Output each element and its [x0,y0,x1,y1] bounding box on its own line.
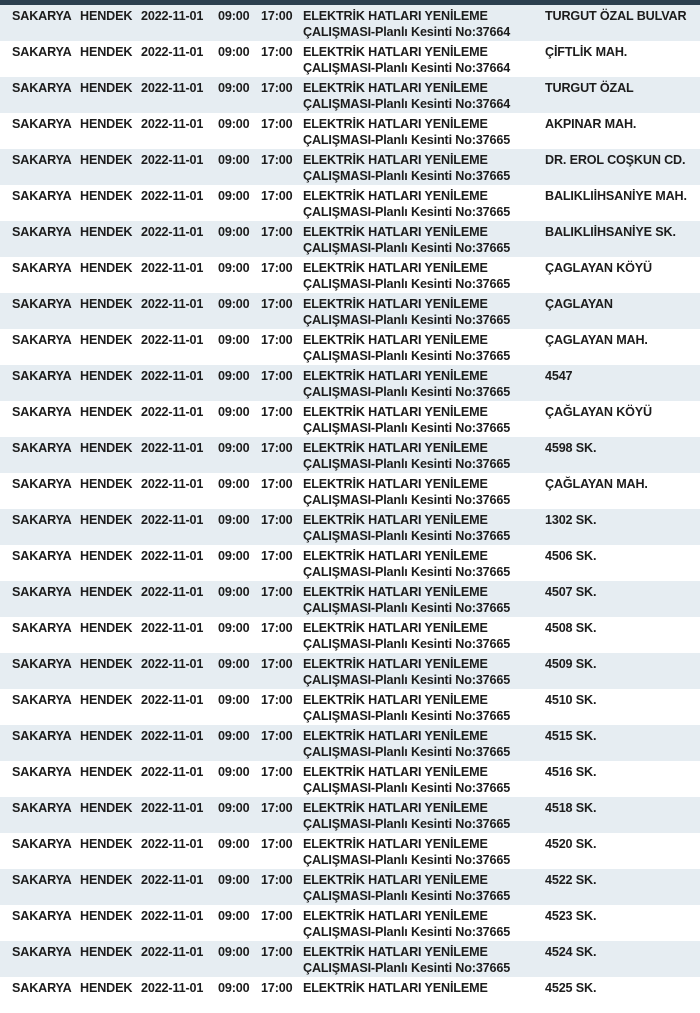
table-row [0,257,700,293]
city-cell: SAKARYA [12,909,72,923]
description-line-1: ELEKTRİK HATLARI YENİLEME [303,297,488,311]
table-row [0,41,700,77]
city-cell: SAKARYA [12,369,72,383]
area-cell: TURGUT ÖZAL BULVAR [545,9,687,23]
end-time-cell: 17:00 [261,81,293,95]
city-cell: SAKARYA [12,657,72,671]
date-cell: 2022-11-01 [141,837,204,851]
table-row [0,221,700,257]
city-cell: SAKARYA [12,693,72,707]
table-row [0,725,700,761]
description-line-1: ELEKTRİK HATLARI YENİLEME [303,909,488,923]
date-cell: 2022-11-01 [141,45,204,59]
date-cell: 2022-11-01 [141,9,204,23]
date-cell: 2022-11-01 [141,873,204,887]
description-line-1: ELEKTRİK HATLARI YENİLEME [303,333,488,347]
description-cell [303,584,539,616]
table-row [0,797,700,833]
table-row [0,473,700,509]
description-cell [303,548,539,580]
start-time-cell: 09:00 [218,405,250,419]
description-line-2: ÇALIŞMASI-Planlı Kesinti No:37665 [303,565,511,579]
description-line-1: ELEKTRİK HATLARI YENİLEME [303,729,488,743]
district-cell: HENDEK [80,549,133,563]
end-time-cell: 17:00 [261,945,293,959]
date-cell: 2022-11-01 [141,477,204,491]
district-cell: HENDEK [80,837,133,851]
end-time-cell: 17:00 [261,225,293,239]
description-cell [303,980,539,996]
table-row [0,329,700,365]
city-cell: SAKARYA [12,261,72,275]
area-cell: 4598 SK. [545,441,597,455]
description-cell [303,440,539,472]
description-line-2: ÇALIŞMASI-Planlı Kesinti No:37665 [303,601,511,615]
date-cell: 2022-11-01 [141,693,204,707]
description-cell [303,296,539,328]
area-cell: 4506 SK. [545,549,597,563]
description-cell [303,260,539,292]
area-cell: TURGUT ÖZAL [545,81,634,95]
table-row [0,365,700,401]
area-cell: 4524 SK. [545,945,597,959]
description-line-1: ELEKTRİK HATLARI YENİLEME [303,657,488,671]
description-line-1: ELEKTRİK HATLARI YENİLEME [303,189,488,203]
city-cell: SAKARYA [12,225,72,239]
city-cell: SAKARYA [12,981,72,995]
description-cell [303,476,539,508]
start-time-cell: 09:00 [218,801,250,815]
date-cell: 2022-11-01 [141,297,204,311]
district-cell: HENDEK [80,873,133,887]
description-cell [303,188,539,220]
description-line-2: ÇALIŞMASI-Planlı Kesinti No:37665 [303,169,511,183]
city-cell: SAKARYA [12,729,72,743]
city-cell: SAKARYA [12,297,72,311]
date-cell: 2022-11-01 [141,405,204,419]
end-time-cell: 17:00 [261,693,293,707]
end-time-cell: 17:00 [261,441,293,455]
description-line-1: ELEKTRİK HATLARI YENİLEME [303,117,488,131]
description-cell [303,404,539,436]
district-cell: HENDEK [80,441,133,455]
table-row [0,941,700,977]
end-time-cell: 17:00 [261,9,293,23]
start-time-cell: 09:00 [218,513,250,527]
description-line-2: ÇALIŞMASI-Planlı Kesinti No:37665 [303,493,511,507]
area-cell: ÇAGLAYAN KÖYÜ [545,261,652,275]
start-time-cell: 09:00 [218,873,250,887]
city-cell: SAKARYA [12,45,72,59]
city-cell: SAKARYA [12,873,72,887]
start-time-cell: 09:00 [218,369,250,383]
start-time-cell: 09:00 [218,981,250,995]
city-cell: SAKARYA [12,405,72,419]
description-line-1: ELEKTRİK HATLARI YENİLEME [303,873,488,887]
description-cell [303,872,539,904]
description-cell [303,116,539,148]
start-time-cell: 09:00 [218,45,250,59]
date-cell: 2022-11-01 [141,261,204,275]
table-row [0,293,700,329]
area-cell: ÇAĞLAYAN KÖYÜ [545,405,652,419]
description-line-1: ELEKTRİK HATLARI YENİLEME [303,405,488,419]
date-cell: 2022-11-01 [141,585,204,599]
description-line-1: ELEKTRİK HATLARI YENİLEME [303,945,488,959]
end-time-cell: 17:00 [261,369,293,383]
description-line-1: ELEKTRİK HATLARI YENİLEME [303,9,488,23]
city-cell: SAKARYA [12,81,72,95]
start-time-cell: 09:00 [218,945,250,959]
area-cell: 4523 SK. [545,909,597,923]
description-line-1: ELEKTRİK HATLARI YENİLEME [303,369,488,383]
district-cell: HENDEK [80,9,133,23]
district-cell: HENDEK [80,81,133,95]
start-time-cell: 09:00 [218,585,250,599]
description-line-2: ÇALIŞMASI-Planlı Kesinti No:37665 [303,241,511,255]
description-line-2: ÇALIŞMASI-Planlı Kesinti No:37665 [303,925,511,939]
date-cell: 2022-11-01 [141,945,204,959]
area-cell: 4507 SK. [545,585,597,599]
start-time-cell: 09:00 [218,189,250,203]
city-cell: SAKARYA [12,477,72,491]
area-cell: 4515 SK. [545,729,597,743]
table-row [0,113,700,149]
description-line-1: ELEKTRİK HATLARI YENİLEME [303,621,488,635]
district-cell: HENDEK [80,801,133,815]
description-line-2: ÇALIŞMASI-Planlı Kesinti No:37665 [303,385,511,399]
date-cell: 2022-11-01 [141,81,204,95]
description-cell [303,152,539,184]
district-cell: HENDEK [80,297,133,311]
description-cell [303,692,539,724]
table-row [0,437,700,473]
area-cell: 4516 SK. [545,765,597,779]
district-cell: HENDEK [80,261,133,275]
table-row [0,653,700,689]
description-cell [303,512,539,544]
end-time-cell: 17:00 [261,189,293,203]
description-line-2: ÇALIŞMASI-Planlı Kesinti No:37665 [303,133,511,147]
area-cell: 4520 SK. [545,837,597,851]
description-line-1: ELEKTRİK HATLARI YENİLEME [303,513,488,527]
end-time-cell: 17:00 [261,765,293,779]
date-cell: 2022-11-01 [141,225,204,239]
end-time-cell: 17:00 [261,621,293,635]
table-row [0,761,700,797]
start-time-cell: 09:00 [218,153,250,167]
table-row [0,905,700,941]
date-cell: 2022-11-01 [141,801,204,815]
end-time-cell: 17:00 [261,117,293,131]
description-line-2: ÇALIŞMASI-Planlı Kesinti No:37665 [303,349,511,363]
date-cell: 2022-11-01 [141,153,204,167]
date-cell: 2022-11-01 [141,369,204,383]
description-line-2: ÇALIŞMASI-Planlı Kesinti No:37664 [303,97,511,111]
description-line-2: ÇALIŞMASI-Planlı Kesinti No:37664 [303,61,511,75]
description-line-1: ELEKTRİK HATLARI YENİLEME [303,801,488,815]
table-row [0,149,700,185]
description-cell [303,224,539,256]
area-cell: ÇAGLAYAN MAH. [545,333,648,347]
description-line-1: ELEKTRİK HATLARI YENİLEME [303,441,488,455]
district-cell: HENDEK [80,477,133,491]
area-cell: 1302 SK. [545,513,597,527]
start-time-cell: 09:00 [218,549,250,563]
description-line-2: ÇALIŞMASI-Planlı Kesinti No:37665 [303,457,511,471]
end-time-cell: 17:00 [261,729,293,743]
description-line-2: ÇALIŞMASI-Planlı Kesinti No:37665 [303,961,511,975]
city-cell: SAKARYA [12,189,72,203]
district-cell: HENDEK [80,189,133,203]
description-cell [303,728,539,760]
district-cell: HENDEK [80,333,133,347]
area-cell: BALIKLIİHSANİYE MAH. [545,189,687,203]
city-cell: SAKARYA [12,837,72,851]
district-cell: HENDEK [80,621,133,635]
description-cell [303,620,539,652]
date-cell: 2022-11-01 [141,441,204,455]
district-cell: HENDEK [80,657,133,671]
district-cell: HENDEK [80,945,133,959]
description-line-2: ÇALIŞMASI-Planlı Kesinti No:37665 [303,709,511,723]
table-row [0,617,700,653]
start-time-cell: 09:00 [218,657,250,671]
description-line-2: ÇALIŞMASI-Planlı Kesinti No:37665 [303,277,511,291]
area-cell: ÇAĞLAYAN MAH. [545,477,648,491]
description-line-1: ELEKTRİK HATLARI YENİLEME [303,837,488,851]
district-cell: HENDEK [80,981,133,995]
table-row [0,977,700,1013]
start-time-cell: 09:00 [218,837,250,851]
end-time-cell: 17:00 [261,45,293,59]
city-cell: SAKARYA [12,621,72,635]
city-cell: SAKARYA [12,117,72,131]
description-line-1: ELEKTRİK HATLARI YENİLEME [303,153,488,167]
area-cell: BALIKLIİHSANİYE SK. [545,225,676,239]
city-cell: SAKARYA [12,801,72,815]
end-time-cell: 17:00 [261,657,293,671]
end-time-cell: 17:00 [261,873,293,887]
description-line-2: ÇALIŞMASI-Planlı Kesinti No:37665 [303,853,511,867]
description-cell [303,836,539,868]
start-time-cell: 09:00 [218,225,250,239]
table-row [0,77,700,113]
table-row [0,689,700,725]
description-line-1: ELEKTRİK HATLARI YENİLEME [303,693,488,707]
description-cell [303,800,539,832]
district-cell: HENDEK [80,369,133,383]
description-line-2: ÇALIŞMASI-Planlı Kesinti No:37664 [303,25,511,39]
end-time-cell: 17:00 [261,801,293,815]
area-cell: AKPINAR MAH. [545,117,637,131]
start-time-cell: 09:00 [218,477,250,491]
city-cell: SAKARYA [12,945,72,959]
date-cell: 2022-11-01 [141,549,204,563]
district-cell: HENDEK [80,765,133,779]
city-cell: SAKARYA [12,9,72,23]
description-line-2: ÇALIŞMASI-Planlı Kesinti No:37665 [303,673,511,687]
start-time-cell: 09:00 [218,333,250,347]
description-cell [303,908,539,940]
table-row [0,833,700,869]
start-time-cell: 09:00 [218,117,250,131]
description-line-2: ÇALIŞMASI-Planlı Kesinti No:37665 [303,781,511,795]
end-time-cell: 17:00 [261,513,293,527]
end-time-cell: 17:00 [261,297,293,311]
start-time-cell: 09:00 [218,729,250,743]
start-time-cell: 09:00 [218,909,250,923]
description-cell [303,8,539,40]
city-cell: SAKARYA [12,585,72,599]
district-cell: HENDEK [80,909,133,923]
outage-table [0,5,700,1013]
end-time-cell: 17:00 [261,549,293,563]
area-cell: DR. EROL COŞKUN CD. [545,153,686,167]
city-cell: SAKARYA [12,513,72,527]
description-line-1: ELEKTRİK HATLARI YENİLEME [303,261,488,275]
date-cell: 2022-11-01 [141,117,204,131]
description-cell [303,368,539,400]
end-time-cell: 17:00 [261,153,293,167]
start-time-cell: 09:00 [218,297,250,311]
description-line-2: ÇALIŞMASI-Planlı Kesinti No:37665 [303,421,511,435]
district-cell: HENDEK [80,117,133,131]
city-cell: SAKARYA [12,333,72,347]
table-row [0,581,700,617]
area-cell: 4547 [545,369,573,383]
area-cell: ÇİFTLİK MAH. [545,45,628,59]
description-line-1: ELEKTRİK HATLARI YENİLEME [303,765,488,779]
description-line-1: ELEKTRİK HATLARI YENİLEME [303,981,488,995]
table-row [0,869,700,905]
description-line-1: ELEKTRİK HATLARI YENİLEME [303,477,488,491]
table-row [0,5,700,41]
description-line-1: ELEKTRİK HATLARI YENİLEME [303,585,488,599]
date-cell: 2022-11-01 [141,513,204,527]
description-line-2: ÇALIŞMASI-Planlı Kesinti No:37665 [303,313,511,327]
end-time-cell: 17:00 [261,981,293,995]
table-row [0,401,700,437]
description-line-2: ÇALIŞMASI-Planlı Kesinti No:37665 [303,817,511,831]
description-cell [303,944,539,976]
description-cell [303,764,539,796]
table-row [0,545,700,581]
area-cell: 4509 SK. [545,657,597,671]
description-line-2: ÇALIŞMASI-Planlı Kesinti No:37665 [303,529,511,543]
area-cell: 4525 SK. [545,981,597,995]
start-time-cell: 09:00 [218,765,250,779]
end-time-cell: 17:00 [261,333,293,347]
start-time-cell: 09:00 [218,81,250,95]
description-line-1: ELEKTRİK HATLARI YENİLEME [303,225,488,239]
area-cell: 4510 SK. [545,693,597,707]
start-time-cell: 09:00 [218,693,250,707]
city-cell: SAKARYA [12,441,72,455]
description-cell [303,80,539,112]
table-row [0,185,700,221]
district-cell: HENDEK [80,153,133,167]
start-time-cell: 09:00 [218,441,250,455]
start-time-cell: 09:00 [218,9,250,23]
date-cell: 2022-11-01 [141,729,204,743]
end-time-cell: 17:00 [261,261,293,275]
area-cell: 4522 SK. [545,873,597,887]
district-cell: HENDEK [80,225,133,239]
city-cell: SAKARYA [12,549,72,563]
date-cell: 2022-11-01 [141,189,204,203]
description-line-1: ELEKTRİK HATLARI YENİLEME [303,81,488,95]
end-time-cell: 17:00 [261,909,293,923]
description-line-2: ÇALIŞMASI-Planlı Kesinti No:37665 [303,745,511,759]
district-cell: HENDEK [80,693,133,707]
description-line-2: ÇALIŞMASI-Planlı Kesinti No:37665 [303,637,511,651]
start-time-cell: 09:00 [218,261,250,275]
area-cell: 4518 SK. [545,801,597,815]
district-cell: HENDEK [80,585,133,599]
date-cell: 2022-11-01 [141,765,204,779]
date-cell: 2022-11-01 [141,621,204,635]
city-cell: SAKARYA [12,765,72,779]
district-cell: HENDEK [80,513,133,527]
description-cell [303,332,539,364]
table-row [0,509,700,545]
description-cell [303,44,539,76]
date-cell: 2022-11-01 [141,657,204,671]
end-time-cell: 17:00 [261,837,293,851]
date-cell: 2022-11-01 [141,333,204,347]
district-cell: HENDEK [80,729,133,743]
description-line-2: ÇALIŞMASI-Planlı Kesinti No:37665 [303,205,511,219]
area-cell: ÇAGLAYAN [545,297,613,311]
description-line-2: ÇALIŞMASI-Planlı Kesinti No:37665 [303,889,511,903]
end-time-cell: 17:00 [261,405,293,419]
description-line-1: ELEKTRİK HATLARI YENİLEME [303,549,488,563]
date-cell: 2022-11-01 [141,981,204,995]
area-cell: 4508 SK. [545,621,597,635]
description-cell [303,656,539,688]
district-cell: HENDEK [80,405,133,419]
end-time-cell: 17:00 [261,585,293,599]
description-line-1: ELEKTRİK HATLARI YENİLEME [303,45,488,59]
district-cell: HENDEK [80,45,133,59]
date-cell: 2022-11-01 [141,909,204,923]
city-cell: SAKARYA [12,153,72,167]
start-time-cell: 09:00 [218,621,250,635]
end-time-cell: 17:00 [261,477,293,491]
